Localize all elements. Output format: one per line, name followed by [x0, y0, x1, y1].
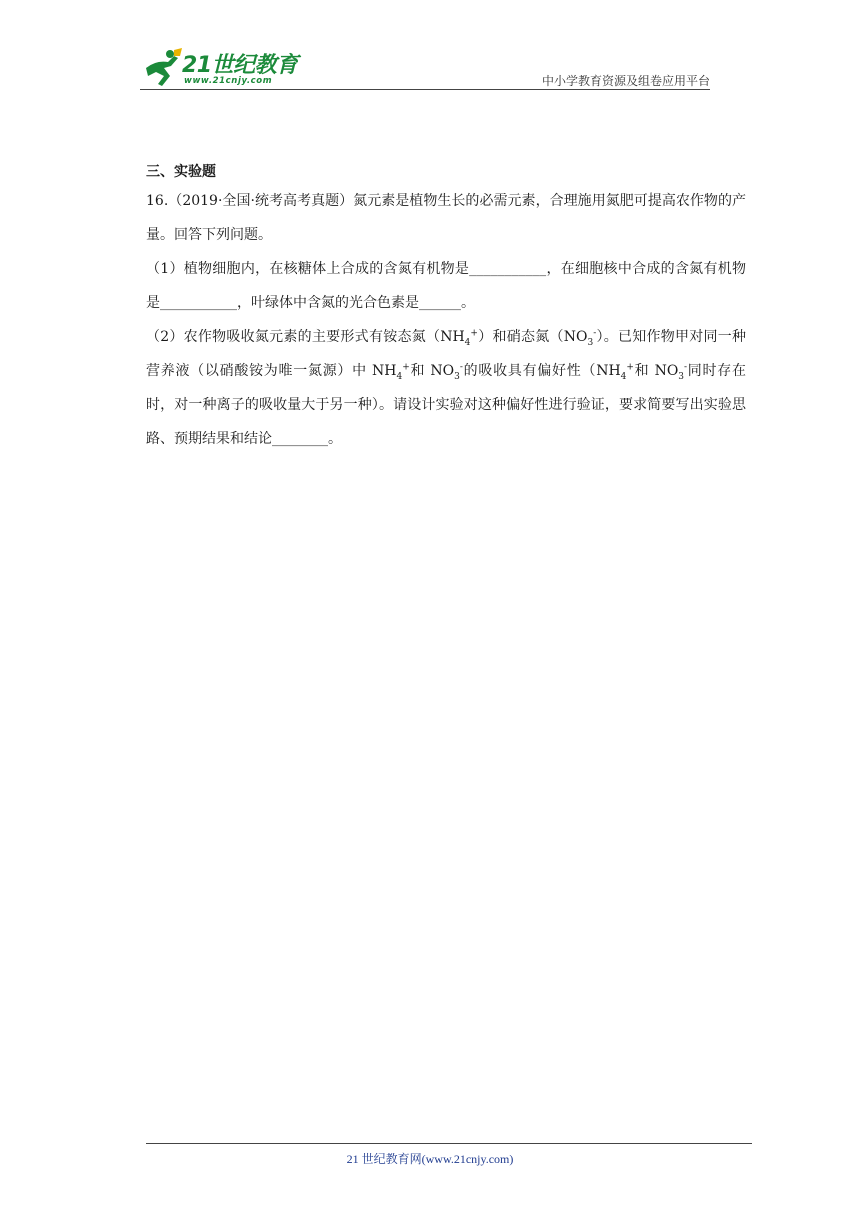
footer-divider: [146, 1143, 752, 1144]
question-stem: 16.（2019·全国·统考高考真题）氮元素是植物生长的必需元素，合理施用氮肥可提高农作物的产量。回答下列问题。: [146, 193, 746, 243]
question-content: [146, 160, 746, 456]
question-part-2: （2）农作物吸收氮元素的主要形式有铵态氮$(NH_4^+)$和硝态氮$(NO_3^-)$。已知作物甲对同一种营养液（以硝酸铵为唯一氮源）中 $NH_4^+$和 $NO_3^-$的吸收具有偏好性（$NH_4^+$和 $NO_3^-$同时存在时，对一种离子的吸收量大于另一种）。请设计实验对这种偏好性进行验证，要求简要写出实验思路、预期结果和结论________。: [146, 328, 747, 447]
header-divider: [140, 89, 710, 90]
section-title: 三、实验题: [146, 164, 216, 180]
site-logo[interactable]: [140, 46, 310, 90]
logo-text: 21世纪教育: [182, 53, 298, 78]
page-header: [0, 0, 860, 100]
runner-logo-icon: [140, 46, 184, 90]
logo-url: www.21cnjy.com: [184, 76, 273, 86]
question-part-1: （1）植物细胞内，在核糖体上合成的含氮有机物是___________，在细胞核中合成的含氮有机物是___________，叶绿体中含氮的光合色素是______。: [146, 261, 746, 311]
footer-link[interactable]: 21 世纪教育网(www.21cnjy.com): [346, 1152, 514, 1166]
header-tagline: 中小学教育资源及组卷应用平台: [541, 74, 710, 88]
